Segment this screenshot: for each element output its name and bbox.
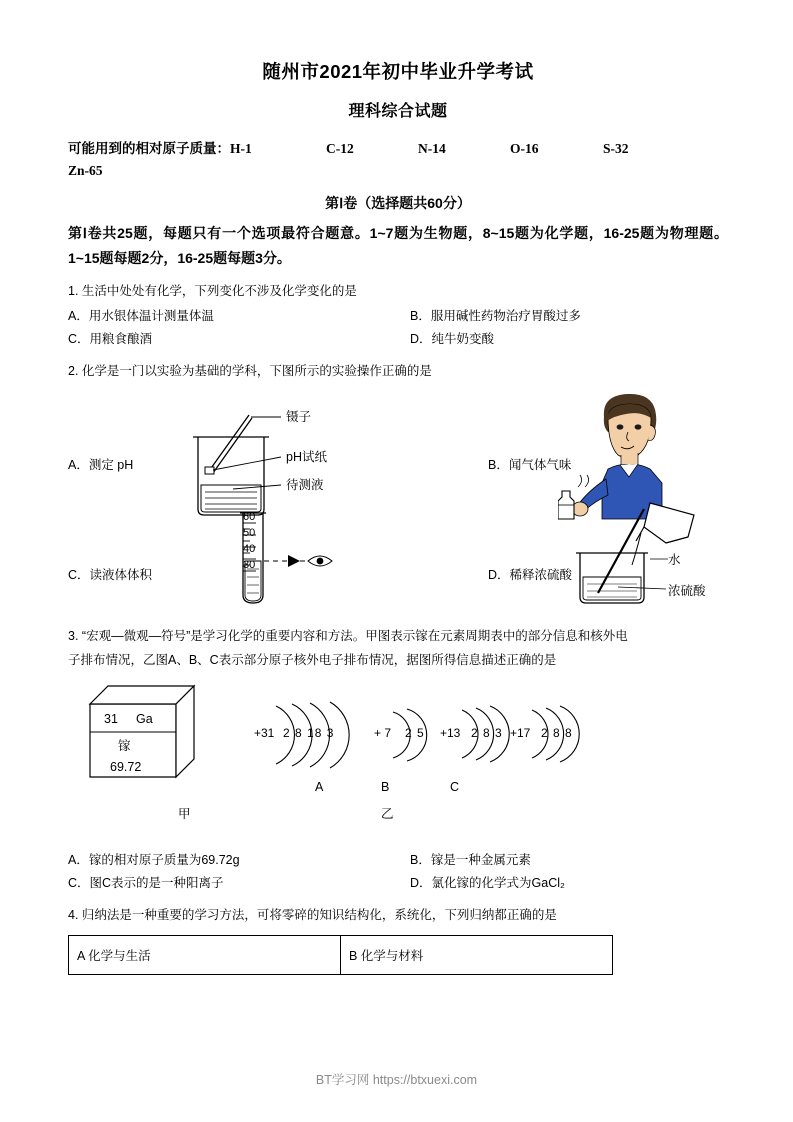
cylinder-tick-50: 50	[243, 526, 256, 539]
question-4-stem	[68, 904, 728, 927]
question-1-option-a: A．用水银体温计测量体温	[68, 308, 214, 323]
question-1-stem	[68, 280, 728, 303]
question-4-number: 4.	[68, 908, 79, 922]
table-cell-b: B 化学与材料	[341, 935, 613, 974]
question-1-option-d: D．纯牛奶变酸	[410, 332, 495, 347]
question-1-number: 1.	[68, 284, 79, 298]
cube-number: 31	[104, 711, 118, 726]
figure-yi-label: 乙	[381, 806, 394, 821]
graduated-cylinder-diagram	[168, 509, 378, 614]
atom-a-charge: + 7	[374, 725, 392, 740]
question-2-label-b: B．闻气体气味	[488, 457, 572, 472]
atom-ga-charge: +31	[254, 725, 275, 740]
water-label: 水	[668, 552, 681, 567]
page-title: 随州市2021年初中毕业升学考试	[262, 61, 534, 82]
cylinder-tick-60: 60	[243, 510, 256, 523]
cube-atomic-mass: 69.72	[110, 759, 142, 774]
mass-entry-zn: Zn-65	[68, 163, 103, 178]
question-3-option-d: D．氯化镓的化学式为GaCl₂	[410, 876, 565, 891]
cylinder-tick-40: 40	[243, 542, 256, 555]
atom-label-a: A	[315, 779, 324, 794]
watermark-footer: BT学习网 https://btxuexi.com	[315, 1073, 478, 1087]
relative-atomic-mass-label: 可能用到的相对原子质量：	[68, 141, 230, 156]
atom-c-charge: +17	[510, 725, 531, 740]
test-liquid-label: 待测液	[286, 477, 324, 492]
question-3-option-b: B．镓是一种金属元素	[410, 852, 531, 867]
mass-entry-h: H-1	[230, 141, 252, 156]
mass-entry-o: O-16	[510, 141, 539, 156]
section-title: 第Ⅰ卷（选择题共60分）	[325, 195, 471, 211]
question-1-option-c: C．用粮食酿酒	[68, 332, 153, 347]
question-1-options-2	[68, 328, 728, 352]
page-subtitle: 理科综合试题	[348, 103, 448, 120]
mass-entry-c: C-12	[326, 141, 354, 156]
question-1-options	[68, 305, 728, 329]
question-3-options-2	[68, 872, 728, 896]
question-4-table	[68, 935, 613, 975]
tweezers-label: 镊子	[286, 409, 312, 424]
question-1-text: 生活中处处有化学，下列变化不涉及化学变化的是	[81, 284, 357, 298]
cylinder-tick-30: 30	[243, 558, 256, 571]
question-2-text: 化学是一门以实验为基础的学科，下图所示的实验操作正确的是	[81, 364, 432, 378]
question-3-figure	[68, 674, 728, 849]
atom-label-c: C	[450, 779, 460, 794]
question-2-figure	[68, 387, 728, 617]
question-3-text-1: “宏观—微观—符号”是学习化学的重要内容和方法。甲图表示镓在元素周期表中的部分信息和核外电	[81, 628, 628, 643]
atom-label-b: B	[381, 779, 390, 794]
atom-ga-shells: 2 8 18 3	[283, 725, 335, 740]
document-content	[68, 58, 728, 975]
question-3-option-c: C．图C表示的是一种阳离子	[68, 876, 224, 891]
question-3-stem-line1	[68, 625, 728, 648]
cube-symbol: Ga	[136, 711, 153, 726]
question-3-option-a: A．镓的相对原子质量为69.72g	[68, 852, 240, 867]
mass-entry-n: N-14	[418, 141, 446, 156]
atom-c-shells: 2 8 8	[541, 725, 573, 740]
atom-b-charge: +13	[440, 725, 461, 740]
relative-atomic-mass-line	[68, 137, 728, 157]
mass-entry-s: S-32	[603, 141, 629, 156]
ph-paper-label: pH试纸	[286, 449, 327, 464]
element-cube-diagram	[86, 682, 201, 787]
question-4-text: 归纳法是一种重要的学习方法，可将零碎的知识结构化，系统化，下列归纳都正确的是	[81, 908, 557, 922]
question-3-number: 3.	[68, 628, 79, 643]
question-2-label-d: D．稀释浓硫酸	[488, 567, 573, 582]
question-1-option-b: B．服用碱性药物治疗胃酸过多	[410, 308, 581, 323]
cube-element-name: 镓	[118, 738, 131, 753]
conc-sulfuric-label: 浓硫酸	[668, 583, 706, 598]
question-3-options	[68, 849, 728, 873]
question-2-label-a: A．测定 pH	[68, 457, 134, 472]
beaker-ph-diagram	[163, 397, 363, 527]
question-2-stem	[68, 360, 728, 383]
dilute-acid-diagram	[558, 497, 733, 617]
table-row	[69, 935, 613, 974]
question-2-number: 2.	[68, 364, 79, 378]
atom-a-shells: 2 5	[405, 725, 425, 740]
question-3-stem-line2	[68, 649, 728, 672]
figure-jia-label: 甲	[178, 806, 191, 821]
section-instruction: 第Ⅰ卷共25题，每题只有一个选项最符合题意。1~7题为生物题，8~15题为化学题，16-25题为物理题。1~15题每题2分，16-25题每题3分。	[68, 225, 728, 266]
question-2-label-c: C．读液体体积	[68, 567, 153, 582]
atom-b-shells: 2 8 3	[471, 725, 503, 740]
table-cell-a: A 化学与生活	[69, 935, 341, 974]
question-3-text-2: 子排布情况，乙图A、B、C表示部分原子核外电子排布情况，据图所得信息描述正确的是	[68, 653, 557, 667]
